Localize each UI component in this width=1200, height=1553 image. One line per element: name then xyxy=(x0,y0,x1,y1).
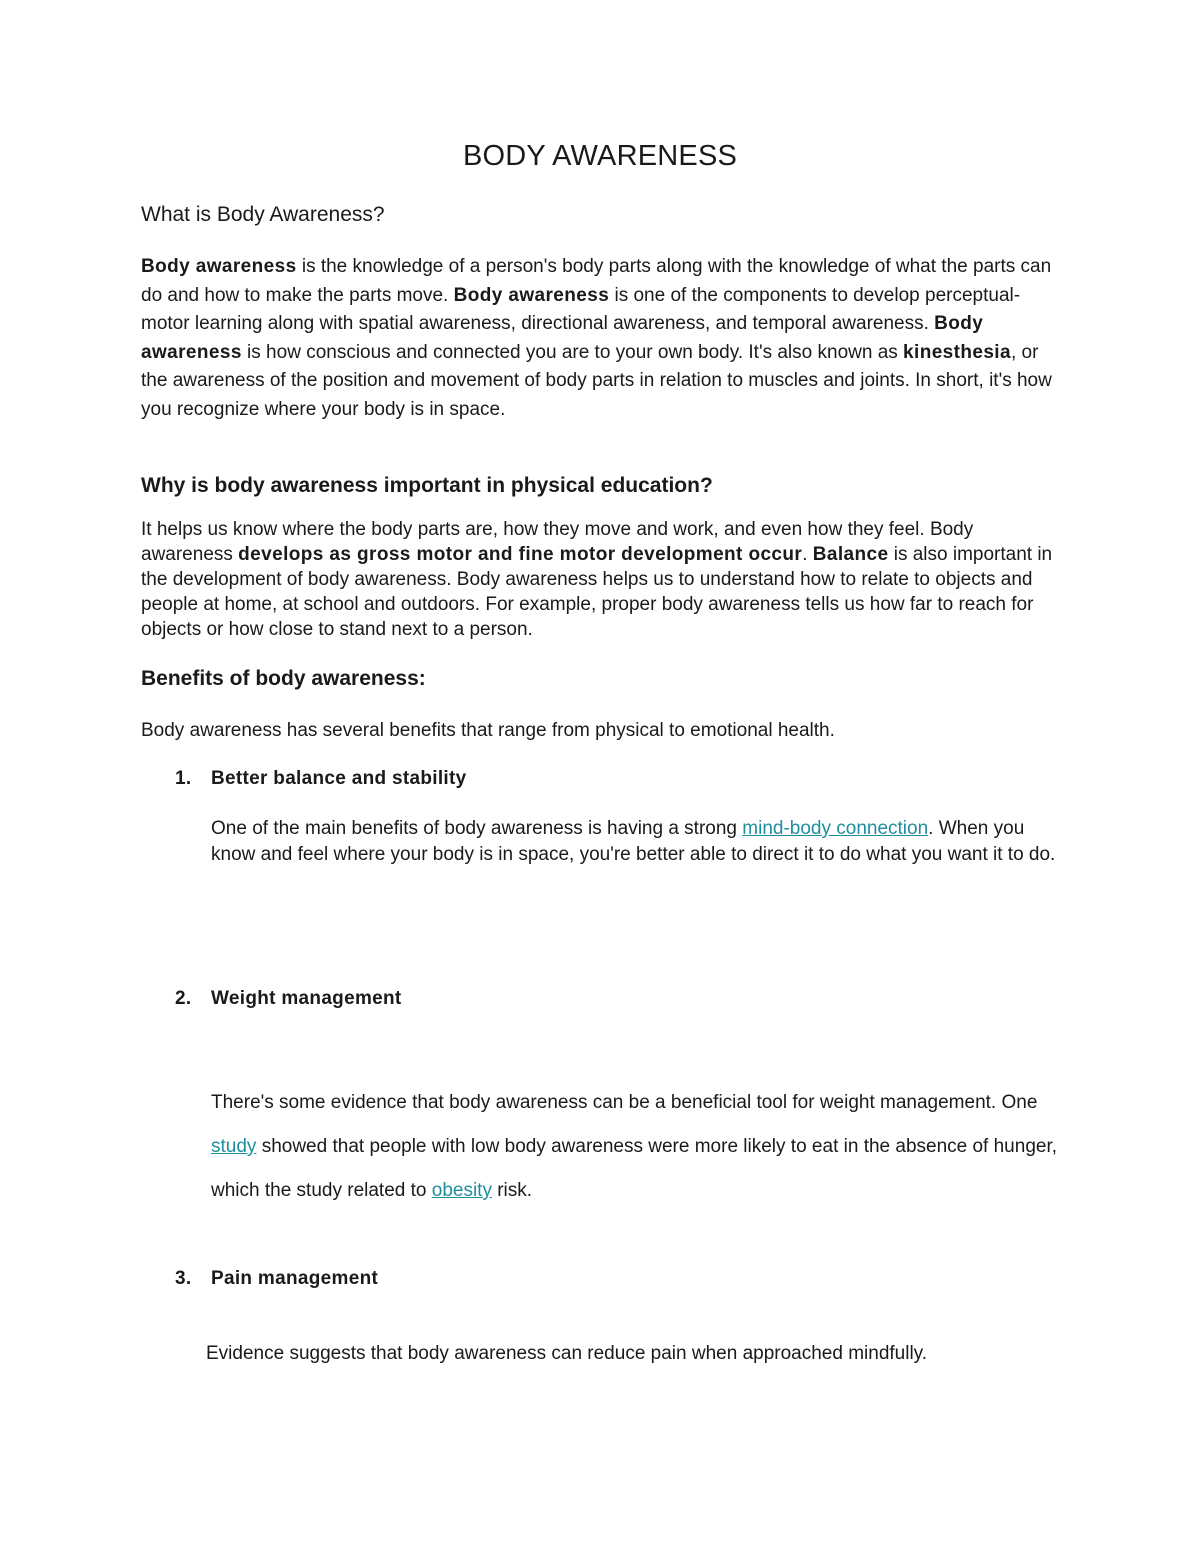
text-run: There's some evidence that body awareness can be a beneficial tool for weight management. One xyxy=(211,1092,1038,1113)
inline-link[interactable]: mind-body connection xyxy=(742,818,929,839)
list-item-title: Better balance and stability xyxy=(211,768,467,789)
text-run: is also important in the development of body awareness. Body awareness helps us to understand how to relate to objects and people at home, at school and outdoors. For example, proper body awareness tells us how far to reach for objects or how close to stand next to a person. xyxy=(141,544,1053,640)
list-number: 3. xyxy=(175,1268,192,1289)
text-run: One of the main benefits of body awareness is having a strong xyxy=(211,818,743,839)
paragraph-definition xyxy=(141,253,1061,424)
list-item-body xyxy=(206,1341,1066,1367)
text-run: . When you know and feel where your body is in space, you're better able to direct it to do what you want it to do. xyxy=(211,818,1056,865)
heading-why-important: Why is body awareness important in physical education? xyxy=(141,474,713,497)
text-run: . xyxy=(802,544,813,565)
paragraph-benefits-intro: Body awareness has several benefits that range from physical to emotional health. xyxy=(141,720,835,741)
bold-term: Body awareness xyxy=(141,313,984,363)
list-item-title: Pain management xyxy=(211,1268,379,1289)
bold-term: Body awareness xyxy=(141,256,297,277)
list-number: 1. xyxy=(175,768,192,789)
text-run: , or the awareness of the position and movement of body parts in relation to muscles and joints. In short, it's how you recognize where your body is in space. xyxy=(141,341,1052,420)
list-item-heading xyxy=(175,988,402,1010)
bold-term: Body awareness xyxy=(453,284,610,306)
text-run: It helps us know where the body parts are, how they move and work, and even how they feel. Body awareness xyxy=(141,519,974,565)
document-title: BODY AWARENESS xyxy=(462,140,738,172)
paragraph-why-important xyxy=(141,517,1061,642)
bold-term: Balance xyxy=(812,544,889,565)
text-run: Evidence suggests that body awareness can reduce pain when approached mindfully. xyxy=(206,1343,928,1364)
list-number: 2. xyxy=(175,988,192,1009)
list-item-heading xyxy=(175,768,466,790)
text-run: showed that people with low body awareness were more likely to eat in the absence of hunger, which the study related to xyxy=(211,1136,1058,1201)
list-item-body xyxy=(211,816,1071,868)
bold-term: develops as gross motor and fine motor development occur xyxy=(238,544,803,565)
text-run: is one of the components to develop perceptual-motor learning along with spatial awareness, directional awareness, and temporal awareness. xyxy=(141,284,1021,334)
list-item-title: Weight management xyxy=(211,988,402,1009)
text-run: risk. xyxy=(491,1180,533,1201)
inline-link[interactable]: study xyxy=(211,1136,257,1157)
list-item-body xyxy=(211,1081,1061,1213)
list-item-heading xyxy=(175,1268,378,1290)
bold-term: kinesthesia xyxy=(903,341,1011,363)
heading-what-is-body-awareness: What is Body Awareness? xyxy=(141,203,385,226)
inline-link[interactable]: obesity xyxy=(431,1180,492,1201)
text-run: is how conscious and connected you are to your own body. It's also known as xyxy=(241,341,904,363)
heading-benefits: Benefits of body awareness: xyxy=(141,667,426,690)
text-run: is the knowledge of a person's body parts along with the knowledge of what the parts can do and how to make the parts move. xyxy=(141,256,1052,306)
